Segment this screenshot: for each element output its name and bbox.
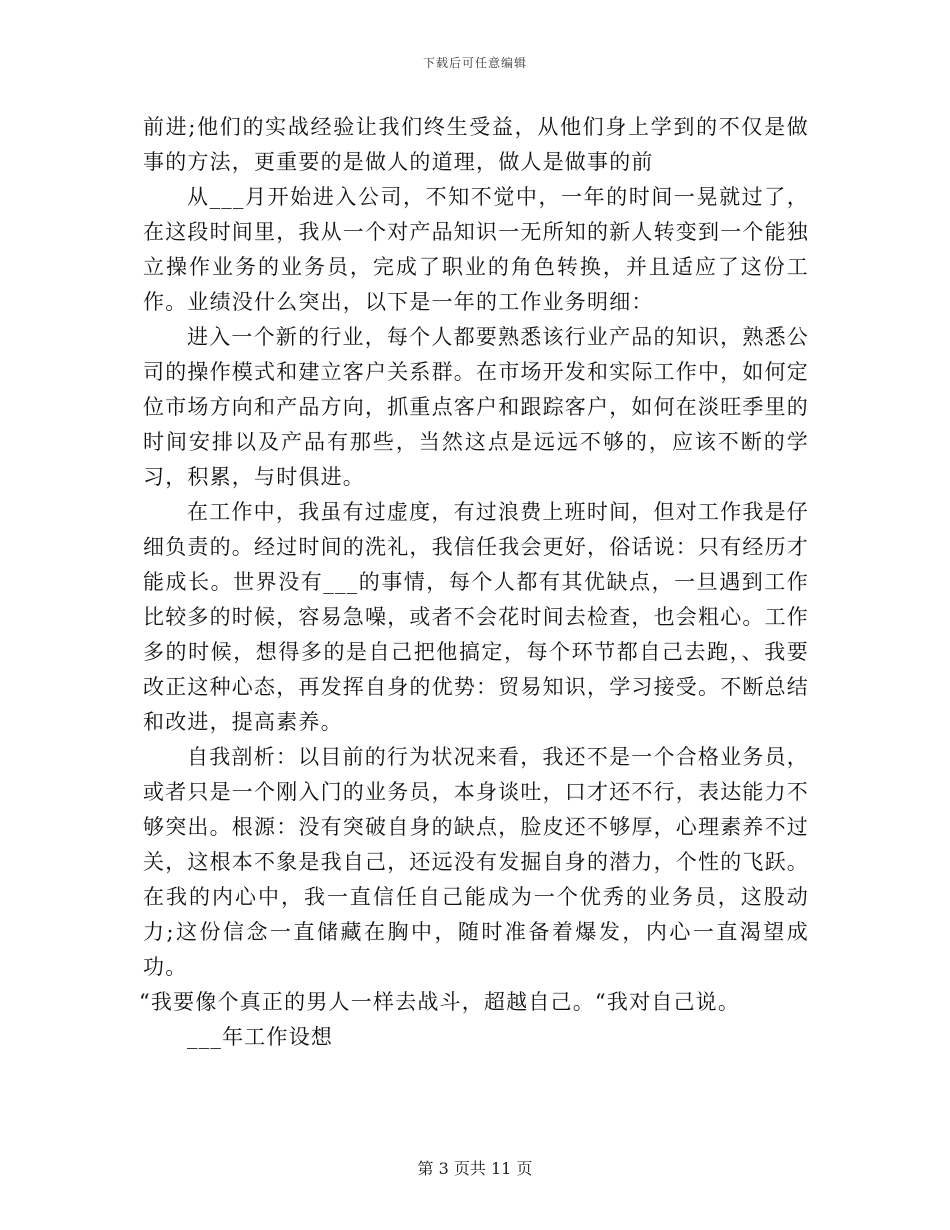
paragraph-intro: 从___月开始进入公司，不知不觉中，一年的时间一晃就过了，在这段时间里，我从一个对产品知识一无所知的新人转变到一个能独立操作业务的业务员，完成了职业的角色转换，并且适应了这份工作。业绩没什么突出，以下是一年的工作业务明细： (143, 185, 809, 314)
paragraph-work-attitude: 在工作中，我虽有过虚度，有过浪费上班时间，但对工作我是仔细负责的。经过时间的洗礼，我信任我会更好，俗话说：只有经历才能成长。世界没有___的事情，每个人都有其优缺点，一旦遇到工作比较多的时候，容易急噪，或者不会花时间去检查，也会粗心。工作多的时候，想得多的是自己把他搞定，每个环节都自己去跑，、我要改正这种心态，再发挥自身的优势：贸易知识，学习接受。不断总结和改进，提高素养。 (143, 500, 809, 734)
paragraph-new-industry: 进入一个新的行业，每个人都要熟悉该行业产品的知识，熟悉公司的操作模式和建立客户关系群。在市场开发和实际工作中，如何定位市场方向和产品方向，抓重点客户和跟踪客户，如何在淡旺季里的时间安排以及产品有那些，当然这点是远远不够的，应该不断的学习，积累，与时俱进。 (143, 325, 809, 489)
document-body (139, 110, 809, 1055)
paragraph-self-analysis: 自我剖析：以目前的行为状况来看，我还不是一个合格业务员，或者只是一个刚入门的业务员，本身谈吐，口才还不行，表达能力不够突出。根源：没有突破自身的缺点，脸皮还不够厚，心理素养不过关，这根本不象是我自己，还远没有发掘自身的潜力，个性的飞跃。在我的内心中，我一直信任自己能成为一个优秀的业务员，这股动力;这份信念一直储藏在胸中，随时准备着爆发，内心一直渴望成功。 (143, 745, 809, 979)
paragraph-quote: “我要像个真正的男人一样去战斗，超越自己。“我对自己说。 (139, 990, 741, 1014)
paragraph-continuation: 前进;他们的实战经验让我们终生受益，从他们身上学到的不仅是做事的方法，更重要的是做人的道理，做人是做事的前 (143, 115, 809, 174)
section-heading-work-plan: ___年工作设想 (187, 1025, 334, 1049)
page-header-note: 下载后可任意编辑 (422, 56, 527, 70)
page-number: 第 3 页共 11 页 (417, 1159, 533, 1178)
